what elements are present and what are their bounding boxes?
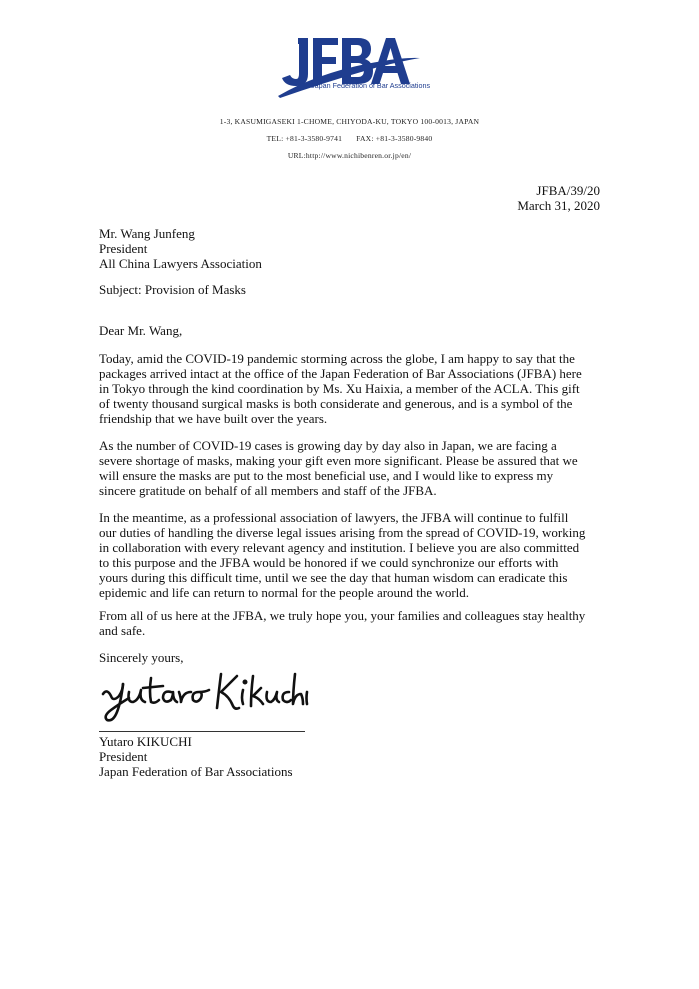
signatory-block xyxy=(99,734,601,779)
body-paragraph xyxy=(99,608,601,638)
signatory-organization: Japan Federation of Bar Associations xyxy=(99,764,293,779)
letterhead-tel: TEL: +81-3-3580-9741 xyxy=(266,134,343,143)
body-paragraph xyxy=(99,351,601,426)
paragraph-line: our duties of handling the diverse legal issues arising from the spread of COVID-19, working xyxy=(99,525,586,540)
paragraph-line: As the number of COVID-19 cases is growing day by day also in Japan, we are facing a xyxy=(99,438,557,453)
paragraph-line: severe shortage of masks, making your gift even more significant. Please be assured that we xyxy=(99,453,578,468)
paragraph-line: friendship that we have built over the years. xyxy=(99,411,328,426)
letter-date: March 31, 2020 xyxy=(517,198,600,213)
paragraph-line: epidemic and life can return to normal for the people around the world. xyxy=(99,585,470,600)
paragraph-line: in collaboration with every relevant agency and institution. I believe you are also committed xyxy=(99,540,580,555)
paragraph-line: and safe. xyxy=(99,623,146,638)
paragraph-line: of twenty thousand surgical masks is both considerate and generous, and is a symbol of the xyxy=(99,396,573,411)
recipient-block xyxy=(99,226,601,271)
recipient-title: President xyxy=(99,241,148,256)
letterhead-contact xyxy=(0,134,699,143)
closing: Sincerely yours, xyxy=(99,650,184,665)
reference-number: JFBA/39/20 xyxy=(536,183,600,198)
letterhead-fax: FAX: +81-3-3580-9840 xyxy=(356,134,433,143)
paragraph-line: In the meantime, as a professional association of lawyers, the JFBA will continue to fulfill xyxy=(99,510,569,525)
signatory-title: President xyxy=(99,749,148,764)
jfba-logo xyxy=(276,34,422,100)
paragraph-line: From all of us here at the JFBA, we truly hope you, your families and colleagues stay healthy xyxy=(99,608,586,623)
paragraph-line: to this purpose and the JFBA would be honored if we could synchronize our efforts with xyxy=(99,555,559,570)
paragraph-line: Today, amid the COVID-19 pandemic storming across the globe, I am happy to say that the xyxy=(99,351,575,366)
reference-block xyxy=(517,183,600,213)
body-paragraph xyxy=(99,510,601,600)
recipient-name: Mr. Wang Junfeng xyxy=(99,226,195,241)
signatory-name: Yutaro KIKUCHI xyxy=(99,734,192,749)
paragraph-line: packages arrived intact at the office of the Japan Federation of Bar Associations (JFBA) here xyxy=(99,366,582,381)
letterhead-address: 1-3, KASUMIGASEKI 1-CHOME, CHIYODA-KU, TOKYO 100-0013, JAPAN xyxy=(219,117,480,126)
recipient-organization: All China Lawyers Association xyxy=(99,256,262,271)
letterhead-url: URL:http://www.nichibenren.or.jp/en/ xyxy=(287,151,412,160)
paragraph-line: in Tokyo through the kind coordination by Ms. Xu Haixia, a member of the ACLA. This gift xyxy=(99,381,580,396)
paragraph-line: sincere gratitude on behalf of all members and staff of the JFBA. xyxy=(99,483,437,498)
paragraph-line: will ensure the masks are put to the most beneficial use, and I would like to express my xyxy=(99,468,554,483)
body-paragraph xyxy=(99,438,601,498)
signature-line xyxy=(99,731,305,732)
logo-caption: Japan Federation of Bar Associations xyxy=(311,81,431,90)
jfba-logo-mark xyxy=(276,34,422,100)
salutation: Dear Mr. Wang, xyxy=(99,323,183,338)
handwritten-signature xyxy=(99,668,309,728)
subject-line: Subject: Provision of Masks xyxy=(99,282,246,297)
paragraph-line: yours during this difficult time, until we see the day that human wisdom can eradicate this xyxy=(99,570,568,585)
